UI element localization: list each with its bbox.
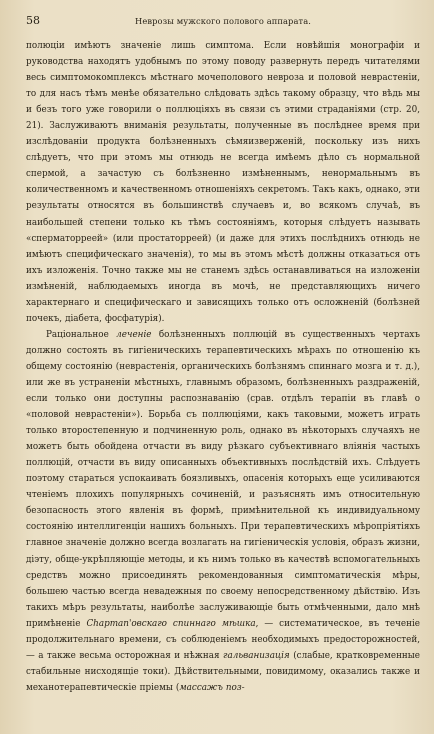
running-head: Неврозы мужского полового аппарата. xyxy=(135,16,311,26)
page-header xyxy=(26,14,420,34)
emphasized-text: гальванизація xyxy=(223,650,290,661)
paragraph xyxy=(26,38,420,327)
emphasized-text: Chapman'овскаго спиннаго мѣшка xyxy=(86,618,256,629)
paragraph xyxy=(26,327,420,696)
paragraph-text: Раціональное xyxy=(46,329,117,340)
emphasized-text: леченіе xyxy=(116,329,152,340)
paragraph-text: , — систематическое, въ теченіе продолжительнаго времени, съ соблюденіемъ необходимыхъ предосторожностей, — а также весьма осторожная и нѣжная xyxy=(26,618,420,661)
page-number: 58 xyxy=(26,14,40,27)
emphasized-text: массажъ поз- xyxy=(179,682,245,693)
paragraph-text: (слабые, кратковременные стабильные нисходящіе токи). Дѣйствительными, повидимому, оказались также и механотерапевтическіе пріемы ( xyxy=(26,650,420,693)
body-text xyxy=(26,38,420,696)
paragraph-text: полюціи имѣютъ значеніе лишь симптома. Если новѣйшія монографіи и руководства находятъ удобнымъ по этому поводу развернуть передъ читателями весь симптомокомплексъ мѣстнаго мочеполового невроза и половой неврастеніи, то для насъ тѣмъ менѣе обязательно слѣдовать здѣсь такому образцу, что вѣдь мы и безъ того уже говорили о поллюціяхъ въ связи съ этими страданіями (стр. 20, 21). Заслуживаютъ вниманія результаты, полученные въ послѣднее время при изслѣдованіи продукта болѣзненныхъ сѣмяизверженій, поскольку изъ нихъ слѣдуетъ, что при этомъ мы отнюдь не всегда имѣемъ дѣло съ нормальной спермой, а зачастую съ болѣзненно измѣненнымъ, ненормальнымъ въ количественномъ и качественномъ отношеніяхъ секретомъ. Такъ какъ, однако, эти результаты относятся въ большинствѣ случаевъ и, во всякомъ случаѣ, въ наибольшей степени только къ тѣмъ состояніямъ, которыя слѣдуетъ называть «сперматорреей» (или простаторреей) (и даже для этихъ послѣднихъ отнюдь не имѣютъ специфическаго значенія), то мы въ этомъ мѣстѣ должны отказаться отъ ихъ изложенія. Точно также мы не станемъ здѣсь останавливаться на изложеніи измѣненій, наблюдаемыхъ иногда въ мочѣ, не представляющихъ ничего характернаго и специфическаго и зависящихъ только отъ осложненій (болѣзней почекъ, діабета, фосфатурія). xyxy=(26,41,420,324)
paragraph-text: болѣзненныхъ поллюцій въ существенныхъ чертахъ должно состоять въ гигіеническихъ терапевтическихъ мѣрахъ по отношенію къ общему состоянію (неврастенія, органическихъ болѣзнямъ спиннаго мозга и т. д.), или же въ устраненіи мѣстныхъ, главнымъ образомъ, болѣзненныхъ раздраженій, если только они доступны распознаванію (срав. отдѣлъ терапіи въ главѣ о «половой неврастеніи»). Борьба съ поллюціями, какъ таковыми, можетъ играть только второстепенную и подчиненную роль, однако въ нѣкоторыхъ случаяхъ не можетъ быть обойдена отчасти въ виду рѣзкаго субъективнаго вліянія частыхъ поллюцій, отчасти въ виду описанныхъ объективныхъ послѣдствій ихъ. Слѣдуетъ поэтому стараться успокаивать боязливыхъ, опасенія которыхъ еще усиливаются чтеніемъ плохихъ популярныхъ сочиненій, и разъяснять имъ относительную безопасность этого явленія въ формѣ, примѣнительной къ индивидуальному состоянію интеллигенціи нашихъ больныхъ. При терапевтическихъ мѣропріятіяхъ главное значеніе должно всегда возлагать на гигіеническія условія, образъ жизни, діэту, обще-укрѣпляющіе методы, и къ нимъ только въ качествѣ вспомогательныхъ средствъ можно присоединять рекомендованныя симптоматическія мѣры, большею частью всегда невадежныя по своему непосредственному дѣйствію. Изъ такихъ мѣръ результаты, наиболѣе заслуживающіе быть отмѣченными, дало мнѣ примѣненіе xyxy=(26,329,420,629)
